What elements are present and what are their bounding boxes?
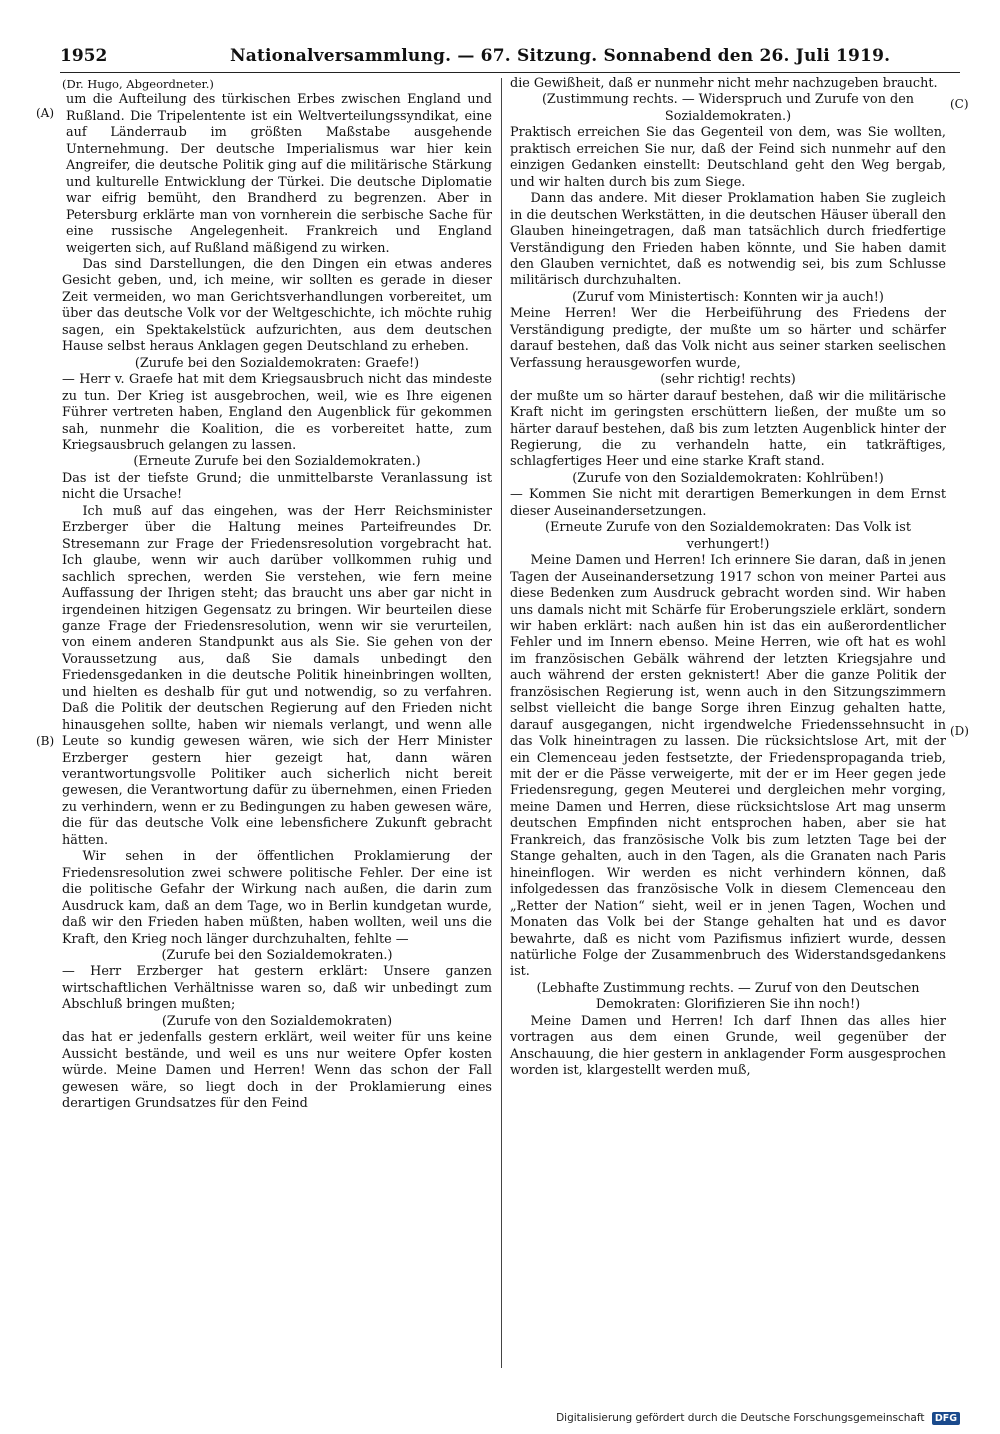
column-divider [501, 78, 502, 1368]
page-number: 1952 [60, 46, 108, 66]
paragraph: das hat er jedenfalls gestern erklärt, weil weiter für uns keine Aussicht bestände, und weil es uns nur weitere Opfer kosten würde. Meine Damen und Herren! Wenn das schon der Fall gewesen wäre, so liegt doch in der Proklamierung eines derartigen Grundsatzes für den Feind [62, 1030, 492, 1112]
interjection: (Zurufe von den Sozialdemokraten: Kohlrüben!) [572, 470, 884, 486]
footer-credit [556, 1412, 960, 1425]
margin-mark-b: (B) [36, 734, 55, 748]
interjection: (Zustimmung rechts. — Widerspruch und Zurufe von den Sozialdemokraten.) [541, 92, 915, 124]
paragraph: die Gewißheit, daß er nunmehr nicht mehr nachzugeben braucht. [510, 76, 938, 91]
margin-mark-a: (A) [36, 106, 55, 120]
paragraph: Dann das andere. Mit dieser Proklamation haben Sie zugleich in die deutschen Werkstätten, in die deutschen Häuser überall den Glauben hineingetragen, daß man tatsächlich durch friedfertige Verständigung den Frieden haben könnte, und Sie haben damit den Glauben vernichtet, daß es notwendig sei, bis zum Schlusse militärisch durchzuhalten. [510, 191, 946, 289]
interjection: (Erneute Zurufe bei den Sozialdemokraten.) [133, 454, 421, 470]
paragraph: Das ist der tiefste Grund; die unmittelbarste Veranlassung ist nicht die Ursache! [62, 470, 492, 503]
margin-mark-c: (C) [950, 97, 969, 111]
paragraph: — Kommen Sie nicht mit derartigen Bemerkungen in dem Ernst dieser Auseinandersetzungen. [510, 487, 946, 519]
interjection: (Zurufe bei den Sozialdemokraten.) [161, 948, 393, 964]
paragraph: der mußte um so härter darauf bestehen, daß wir die militärische Kraft nicht im geringsten erschüttern ließen, der mußte um so härter darauf bestehen, daß bis zum letzten Augenblick hinter der Regierung, die zu verhandeln hatte, ein tatkräftiges, schlagfertiges Heer und eine starke Kraft stand. [510, 388, 946, 470]
interjection: (sehr richtig! rechts) [660, 372, 796, 388]
paragraph: Meine Damen und Herren! Ich darf Ihnen das alles hier vortragen aus dem einen Grunde, weil gegenüber der Anschauung, die hier gestern in anklagender Form ausgesprochen worden ist, klargestellt werden muß, [510, 1013, 946, 1079]
footer-text: Digitalisierung gefördert durch die Deutsche Forschungsgemeinschaft [556, 1412, 925, 1424]
interjection: (Zurufe von den Sozialdemokraten) [161, 1013, 393, 1029]
interjection: (Lebhafte Zustimmung rechts. — Zuruf von den Deutschen Demokraten: Glorifizieren Sie ihn noch!) [536, 980, 920, 1013]
paragraph: Meine Damen und Herren! Ich erinnere Sie daran, daß in jenen Tagen der Auseinandersetzung 1917 schon von meiner Partei aus diese Bedenken zum Ausdruck gebracht worden sind. Wir haben uns damals nicht mit Schärfe für Eroberungsziele erklärt, sondern wir haben erklärt: nach außen hin ist das ein außerordentlicher Fehler und im Innern ebenso. Meine Herren, wie oft hat es wohl im französischen Gebälk während der letzten Kriegsjahre und auch während der ersten geknistert! Aber die ganze Politik der französischen Regierung ist, wenn auch in den Sitzungszimmern selbst vielleicht die bange Sorge ihren Einzug gehalten hatte, darauf ausgegangen, nicht irgendwelche Friedenssehnsucht in das Volk hineintragen zu lassen. Die rücksichtslose Art, mit der ein Clemenceau jeden festsetzte, der Friedenspropaganda trieb, mit der er die Pässe verweigerte, mit der er im Heer gegen jede Friedensregung, gegen Meuterei und dergleichen mehr vorging, meine Damen und Herren, diese rücksichtslose Art mag unserm deutschen Empfinden nicht entsprochen haben, aber sie hat Frankreich, das französische Volk bis zum letzten Tage bei der Stange gehalten, auch in den Tagen, als die Granaten nach Paris hineinflogen. Wir werden es nicht verhindern können, daß infolgedessen das französische Volk in diesem Clemenceau den „Retter der Nation“ sieht, weil er in jenen Tagen, Wochen und Monaten das Volk bei der Stange gehalten hat und es davor bewahrte, daß es nicht vom Pazifismus infiziert wurde, dessen natürliche Folge der Zusammenbruch des Widerstandsgedankens ist. [510, 553, 946, 980]
paragraph: Meine Herren! Wer die Herbeiführung des Friedens der Verständigung predigte, der mußte um so härter und schärfer darauf bestehen, daß das Volk nicht aus seiner starken seelischen Verfassung herausgeworfen wurde, [510, 306, 946, 371]
speaker-label: (Dr. Hugo, Abgeordneter.) [62, 77, 214, 91]
paragraph: — Herr v. Graefe hat mit dem Kriegsausbruch nicht das mindeste zu tun. Der Krieg ist ausgebrochen, weil, wie es Ihre eigenen Führer vertreten haben, England den Augenblick für gekommen sah, nunmehr die Koalition, die es vorbereitet hatte, zum Kriegsausbruch gelangen zu lassen. [62, 372, 492, 453]
paragraph: um die Aufteilung des türkischen Erbes zwischen England und Rußland. Die Tripelentente ist ein Weltverteilungssyndikat, eine auf Länderraub im größten Maßstabe ausgehende Unternehmung. Der deutsche Imperialismus war hier kein Angreifer, die deutsche Politik ging auf die militärische Stärkung und kulturelle Entwicklung der Türkei. Die deutsche Diplomatie war eifrig bemüht, den Brandherd zu begrenzen. Aber in Petersburg erklärte man von vornherein die serbische Sache für eine russische Angelegenheit. Frankreich und England weigerten sich, auf Rußland mäßigend zu wirken. [66, 92, 492, 256]
interjection: (Zurufe bei den Sozialdemokraten: Graefe!) [134, 355, 420, 371]
dfg-logo: DFG [932, 1412, 960, 1425]
paragraph: Praktisch erreichen Sie das Gegenteil von dem, was Sie wollten, praktisch erreichen Sie nur, daß der Feind sich nunmehr auf den einzigen Gedanken einstellt: Deutschland geht den Weg bergab, und wir halten durch bis zum Siege. [510, 125, 946, 190]
paragraph: Wir sehen in der öffentlichen Proklamierung der Friedensresolution zwei schwere politische Fehler. Der eine ist die politische Gefahr der Wirkung nach außen, die darin zum Ausdruck kam, daß an dem Tage, wo in Berlin kundgetan wurde, daß wir den Frieden haben müßten, haben wollten, weil uns die Kraft, den Krieg noch länger durchzuhalten, fehlte — [62, 849, 492, 947]
interjection: (Erneute Zurufe von den Sozialdemokraten: Das Volk ist verhungert!) [545, 520, 911, 552]
paragraph: Ich muß auf das eingehen, was der Herr Reichsminister Erzberger über die Haltung meines Parteifreundes Dr. Stresemann zur Frage der Friedensresolution vorgebracht hat. Ich glaube, wenn wir auch darüber vollkommen ruhig und sachlich sprechen, werden Sie verstehen, wie fern meine Auffassung der Ihrigen steht; das braucht uns aber gar nicht in irgendeinen hitzigen Gegensatz zu bringen. Wir beurteilen diese ganze Frage der Friedensresolution, wenn wir sie verurteilen, von einem anderen Standpunkt aus als Sie. Sie gehen von der Voraussetzung aus, daß Sie damals unbedingt den Friedensgedanken in die deutsche Politik hineinbringen wollten, und hielten es deshalb für gut und notwendig, so zu verfahren. Daß die Politik der deutschen Regierung auf den Frieden nicht hinausgehen sollte, haben wir niemals verlangt, und wenn alle Leute so kundig gewesen wären, wie sich der Herr Minister Erzberger gestern hier gezeigt hat, dann wären verantwortungsvolle Politiker auch sicherlich nicht bereit gewesen, die Verantwortung dafür zu übernehmen, einen Frieden zu verhindern, wenn er zu Bedingungen zu haben gewesen wäre, die für das deutsche Volk eine lebensfichere Zukunft gebracht hätten. [62, 503, 492, 848]
page-header [60, 46, 960, 73]
paragraph: Das sind Darstellungen, die den Dingen ein etwas anderes Gesicht geben, und, ich meine, wir sollten es gerade in dieser Zeit vermeiden, wo man Gerichtsverhandlungen vorbereitet, um über das deutsche Volk vor der Weltgeschichte, ich möchte ruhig sagen, ein Spektakelstück aufzurichten, aus dem deutschen Hause selbst heraus Anklagen gegen Deutschland zu erheben. [62, 256, 492, 355]
interjection: (Zuruf vom Ministertisch: Konnten wir ja auch!) [572, 289, 884, 305]
margin-mark-d: (D) [950, 724, 969, 738]
running-title: Nationalversammlung. — 67. Sitzung. Sonnabend den 26. Juli 1919. [230, 46, 891, 66]
left-column [62, 76, 492, 1113]
right-column [510, 76, 946, 1080]
paragraph: — Herr Erzberger hat gestern erklärt: Unsere ganzen wirtschaftlichen Verhältnisse waren so, daß wir unbedingt zum Abschluß bringen mußten; [62, 964, 492, 1013]
